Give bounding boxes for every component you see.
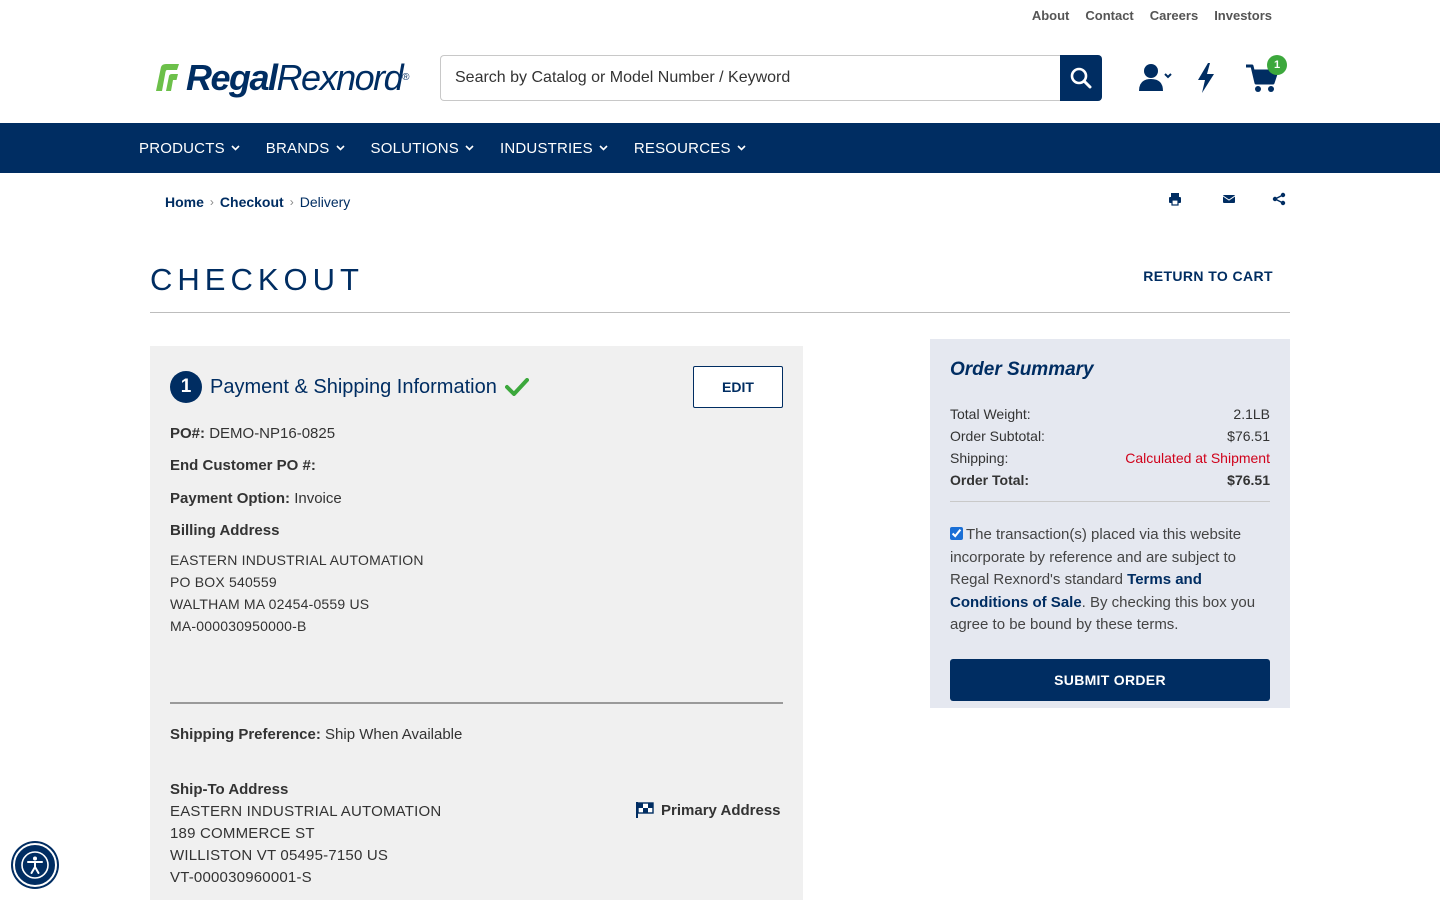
submit-order-button[interactable]: SUBMIT ORDER [950, 659, 1270, 701]
end-customer-po-label: End Customer PO #: [170, 457, 316, 474]
page-tools [1168, 192, 1286, 206]
utility-link-about[interactable]: About [1031, 8, 1070, 23]
email-icon[interactable] [1222, 192, 1236, 206]
nav-item-industries[interactable]: INDUSTRIES [500, 140, 608, 157]
ship-to-line: VT-000030960001-S [170, 869, 312, 886]
terms-text: The transaction(s) placed via this website incorporate by reference and are subject to Regal Rexnord's standard [950, 526, 1242, 588]
logo[interactable] [152, 58, 408, 98]
cart-button[interactable] [1246, 59, 1281, 96]
accessibility-button[interactable] [13, 843, 57, 887]
user-icon [1139, 63, 1173, 93]
shipping-preference-value: Ship When Available [325, 726, 463, 743]
breadcrumb-current: Delivery [299, 194, 351, 210]
chevron-right-icon: › [209, 195, 214, 209]
panel-divider [170, 702, 783, 704]
nav-item-products[interactable]: PRODUCTS [139, 140, 240, 157]
panel-header [170, 366, 783, 408]
utility-link-contact[interactable]: Contact [1085, 8, 1134, 23]
chevron-down-icon [465, 145, 474, 151]
terms-agreement [950, 524, 1270, 637]
search-button[interactable] [1060, 55, 1102, 101]
breadcrumb-home[interactable]: Home [165, 194, 204, 210]
quick-order-button[interactable] [1196, 60, 1216, 96]
summary-row-total: Order Total: $76.51 [950, 472, 1270, 488]
terms-checkbox[interactable] [950, 527, 963, 540]
cart-count-badge: 1 [1267, 55, 1287, 75]
billing-address-heading: Billing Address [170, 522, 280, 539]
search-icon [1070, 67, 1092, 89]
shipping-preference-label: Shipping Preference: [170, 726, 321, 743]
title-divider [150, 312, 1290, 313]
breadcrumb [165, 194, 350, 210]
payment-option-value: Invoice [294, 490, 342, 507]
check-icon [505, 378, 529, 396]
payment-shipping-panel [150, 346, 803, 900]
utility-link-investors[interactable]: Investors [1214, 8, 1272, 23]
order-summary-title: Order Summary [950, 359, 1094, 380]
chevron-down-icon [737, 145, 746, 151]
chevron-down-icon [231, 145, 240, 151]
ship-to-heading: Ship-To Address [170, 781, 289, 798]
chevron-down-icon [599, 145, 608, 151]
billing-line: EASTERN INDUSTRIAL AUTOMATION [170, 552, 424, 568]
checkered-flag-icon [635, 801, 655, 819]
po-label: PO#: [170, 425, 206, 442]
panel-title: Payment & Shipping Information [210, 375, 497, 398]
summary-row-weight: Total Weight: 2.1LB [950, 406, 1270, 422]
chevron-down-icon [336, 145, 345, 151]
end-customer-po-row [170, 457, 316, 474]
return-to-cart-link[interactable]: RETURN TO CART [1143, 268, 1273, 284]
breadcrumb-checkout[interactable]: Checkout [219, 194, 284, 210]
utility-nav [1032, 8, 1272, 23]
ship-to-address [170, 801, 441, 889]
order-summary [930, 339, 1290, 708]
logo-mark-icon [152, 61, 182, 95]
po-value: DEMO-NP16-0825 [209, 425, 336, 442]
share-icon[interactable] [1272, 192, 1286, 206]
nav-item-solutions[interactable]: SOLUTIONS [371, 140, 474, 157]
chevron-right-icon: › [289, 195, 294, 209]
edit-button[interactable]: EDIT [693, 366, 783, 408]
ship-to-line: WILLISTON VT 05495-7150 US [170, 847, 389, 864]
summary-divider [950, 501, 1270, 502]
accessibility-icon [20, 850, 50, 880]
shipping-preference-row [170, 726, 462, 743]
billing-line: PO BOX 540559 [170, 574, 277, 590]
terms-text-end: . By checking this box you agree to be bound by these terms. [950, 593, 1256, 633]
billing-address [170, 549, 424, 637]
main-nav [0, 123, 1440, 173]
logo-wordmark: RegalRexnord® [186, 57, 408, 98]
utility-link-careers[interactable]: Careers [1149, 8, 1199, 23]
nav-item-resources[interactable]: RESOURCES [634, 140, 746, 157]
search-bar [440, 55, 1102, 101]
billing-line: WALTHAM MA 02454-0559 US [170, 596, 370, 612]
summary-row-shipping: Shipping: Calculated at Shipment [950, 450, 1270, 466]
account-button[interactable] [1138, 60, 1174, 96]
nav-item-brands[interactable]: BRANDS [266, 140, 345, 157]
billing-line: MA-000030950000-B [170, 618, 307, 634]
print-icon[interactable] [1168, 192, 1182, 206]
summary-rows [950, 403, 1270, 491]
payment-option-row [170, 490, 342, 507]
summary-row-subtotal: Order Subtotal: $76.51 [950, 428, 1270, 444]
page-title: CHECKOUT [150, 262, 364, 297]
header-actions [1138, 59, 1281, 96]
ship-to-line: EASTERN INDUSTRIAL AUTOMATION [170, 803, 442, 820]
lightning-bolt-icon [1197, 63, 1215, 93]
search-input[interactable] [440, 55, 1060, 101]
ship-to-line: 189 COMMERCE ST [170, 825, 315, 842]
po-number-row [170, 425, 335, 442]
payment-option-label: Payment Option: [170, 490, 291, 507]
primary-address-tag: Primary Address [635, 801, 781, 819]
step-number: 1 [170, 371, 202, 403]
terms-link[interactable]: Terms and Conditions of Sale [950, 571, 1202, 611]
